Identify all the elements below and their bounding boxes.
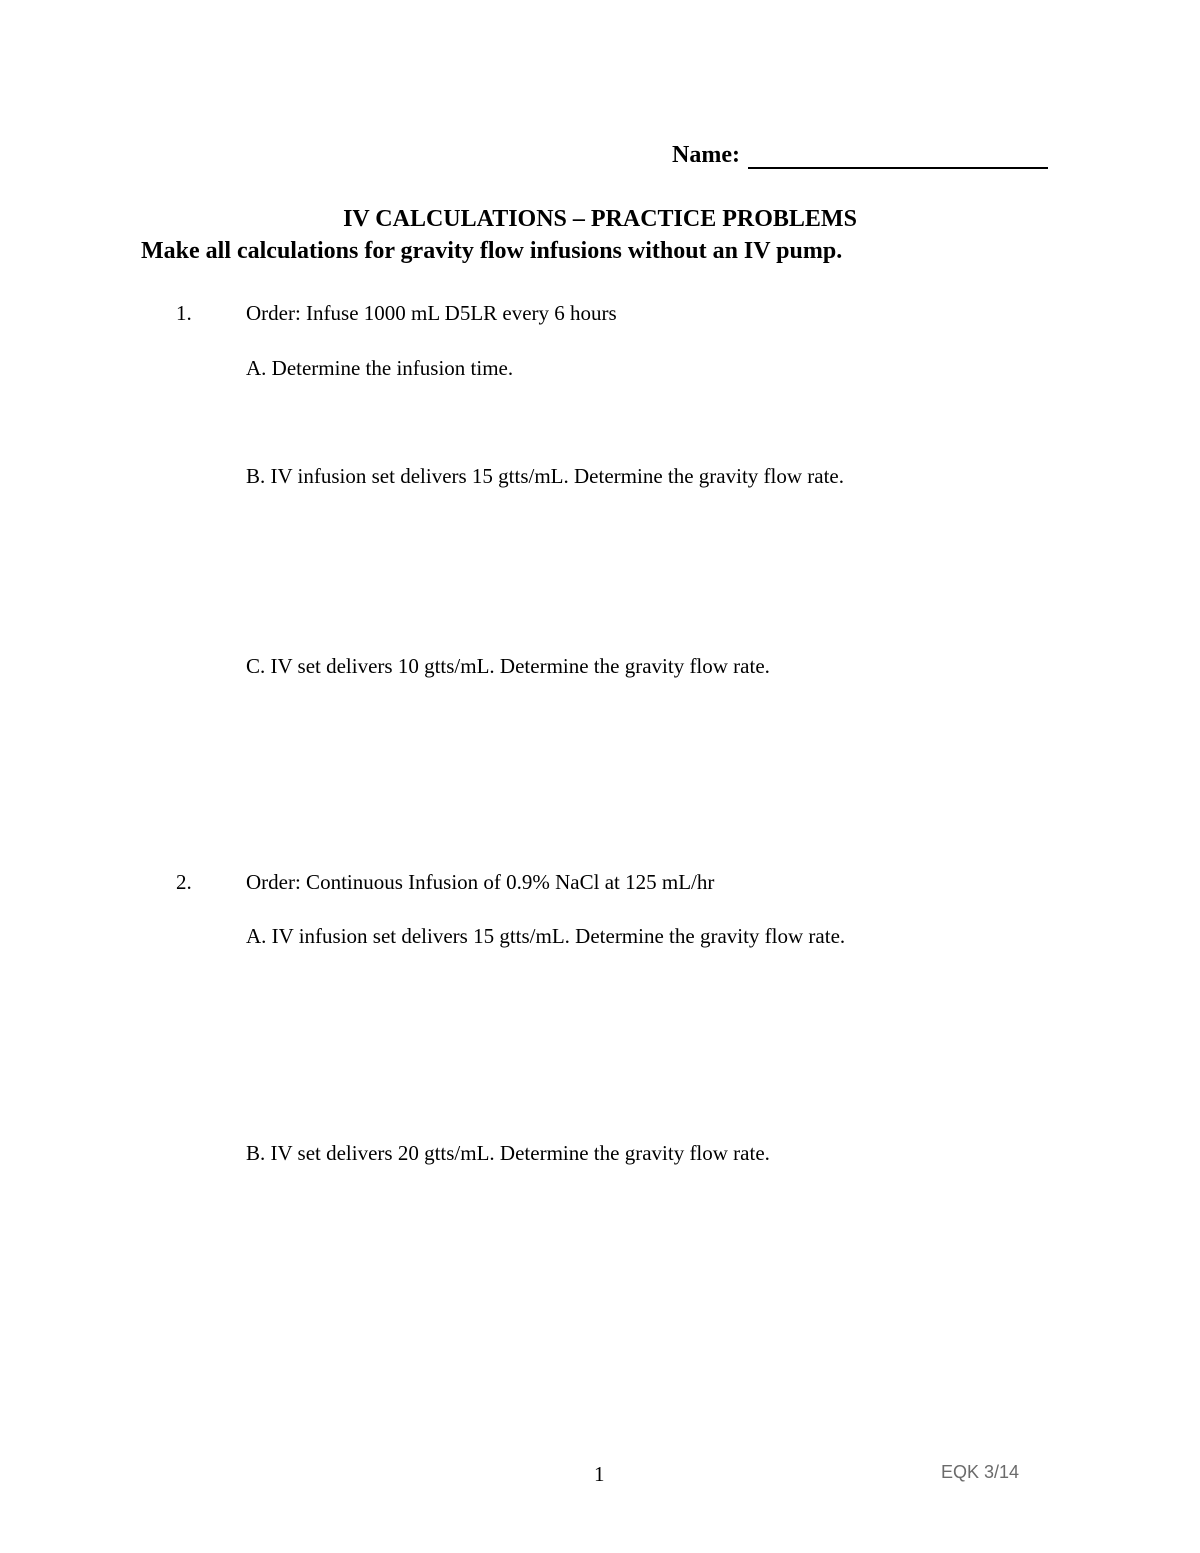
problem-2-number: 2.: [176, 870, 192, 894]
page-title: IV CALCULATIONS – PRACTICE PROBLEMS: [343, 206, 857, 232]
problem-2-part-a: A. IV infusion set delivers 15 gtts/mL. Determine the gravity flow rate.: [246, 924, 846, 948]
problem-1-part-a: A. Determine the infusion time.: [246, 356, 514, 380]
problem-1-order: Order: Infuse 1000 mL D5LR every 6 hours: [246, 301, 617, 325]
document-code: EQK 3/14: [941, 1462, 1020, 1482]
name-blank-line[interactable]: [748, 145, 1048, 169]
name-label: Name:: [672, 142, 740, 168]
page-subtitle: Make all calculations for gravity flow infusions without an IV pump.: [141, 238, 843, 264]
problem-1-number: 1.: [176, 301, 192, 325]
problem-1-part-c: C. IV set delivers 10 gtts/mL. Determine the gravity flow rate.: [246, 654, 770, 678]
problem-2-order: Order: Continuous Infusion of 0.9% NaCl at 125 mL/hr: [246, 870, 715, 894]
problem-2-part-b: B. IV set delivers 20 gtts/mL. Determine the gravity flow rate.: [246, 1141, 770, 1165]
problem-1-part-b: B. IV infusion set delivers 15 gtts/mL. Determine the gravity flow rate.: [246, 464, 844, 488]
page-number: 1: [594, 1462, 605, 1486]
name-field: [672, 142, 1048, 169]
